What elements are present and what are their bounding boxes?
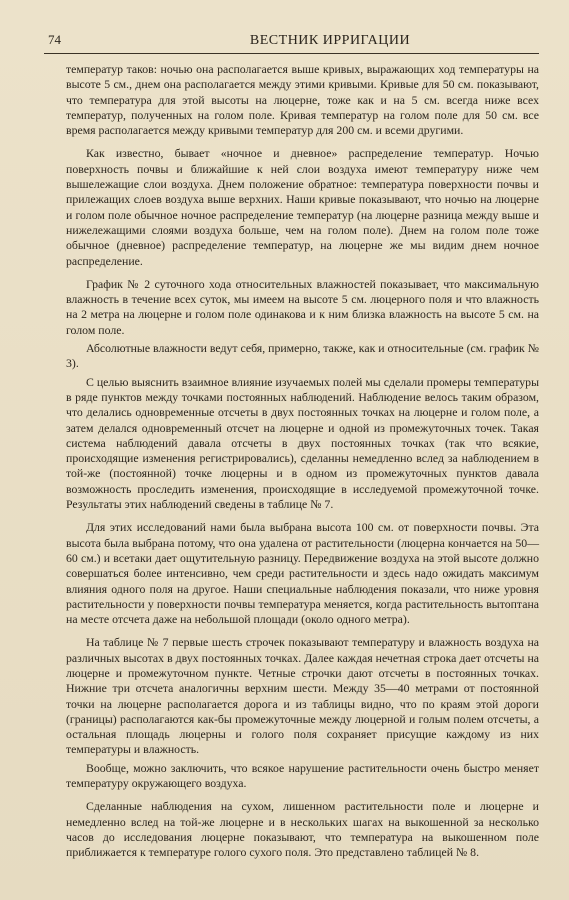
paragraph-3: График № 2 суточного хода относительных влажностей показывает, что максимальную влажность в течение всех суток, мы имеем на высоте 5 см. люцерного поля и что влажность на 2 метра на люцерне и голом поле одинакова и к ним близка влажность на высоте 5 см. на голом поле. <box>66 276 539 337</box>
paragraph-8: Вообще, можно заключить, что всякое нарушение растительности очень быстро меняет температуру окружающего воздуха. <box>66 760 539 791</box>
journal-title: ВЕСТНИК ИРРИГАЦИИ <box>249 33 411 48</box>
paragraph-2: Как известно, бывает «ночное и дневное» распределение температур. Ночью поверхность почвы и ближайшие к ней слои воздуха имеют температуру ниже чем вышележащие слои воздуха. Днем положение обратное: температура поверхности почвы и прилежащих слоев воздуха выше верхних. Наши кривые показывают, что ночью на люцерне и голом поле обычное ночное распределение температур (на люцерне разница между выше и нижележащими слоями воздуха больше, чем на голом поле). Днем на голом поле тоже обычное (дневное) распределение температур, на люцерне же мы видим днем ночное распределение. <box>66 146 539 268</box>
header-rule <box>44 53 539 54</box>
page-number: 74 <box>48 32 61 47</box>
article-body <box>66 62 539 861</box>
paragraph-6: Для этих исследований нами была выбрана высота 100 см. от поверхности почвы. Эта высота была выбрана потому, что она удалена от растительности (люцерна кончается на 50—60 см.) и всетаки дает ощутительную разницу. Передвижение воздуха на этой высоте должно совершаться более интенсивно, чем среди растительности и здесь надо ожидать максимум влияния одного поля на другое. Наши специальные наблюдения показали, что ниже уровня растительности у поверхности почвы температура меняется, когда растительность вытоптана на месте отсчета даже на небольшой площади (около одного метра). <box>66 520 539 627</box>
paragraph-5: С целью выяснить взаимное влияние изучаемых полей мы сделали промеры температуры в ряде пунктов между точками постоянных наблюдений. Наблюдение велось таким образом, что делались одновременные отсчеты в двух постоянных точках на люцерне и голом поле, а затем делался одновременный отсчет на люцерне и одной из промежуточных точек. Такая система наблюдений давала отсчеты в двух постоянных точках (так что всякие, происходящие изменения регистрировались), сделанны немедленно вслед за наблюдением в той-же (постоянной) точке люцерны и в одном из промежуточных пунктов давала возможность проследить изменения, происходящие в исследуемой промежуточной точке. Результаты этих наблюдений сведены в таблице № 7. <box>66 374 539 512</box>
page-header <box>48 32 539 52</box>
paragraph-4: Абсолютные влажности ведут себя, примерно, также, как и относительные (см. график № 3). <box>66 341 539 371</box>
paragraph-1: температур таков: ночью она располагается выше кривых, выражающих ход температуры на высоте 5 см., днем она располагается между этими кривыми. Кривые для 50 см. показывают, что температура для этой высоты на люцерне, тоже как и на 5 см. всегда ниже всех температур, полученных на голом поле. Кривая температур на голом поле для 50 см. все время располагается между кривыми температур для 200 см. и всеми другими. <box>66 62 539 138</box>
paragraph-7: На таблице № 7 первые шесть строчек показывают температуру и влажность воздуха на различных высотах в двух постоянных точках. Далее каждая нечетная строка дает отсчеты на люцерне и промежуточном пункте. Четные строчки дают отсчеты в постоянных точках. Нижние три отсчета аналогичны верхним шести. Между 35—40 метрами от постоянной точки на люцерне располагается дорога и из таблицы видно, что по краям этой дороги (границы) располагаются как-бы промежуточные между люцерной и голым полем отсчеты, а остальная площадь люцерны и голого поля сохраняет присущие каждому из них температуры и влажность. <box>66 635 539 757</box>
paragraph-9: Сделанные наблюдения на сухом, лишенном растительности поле и люцерне и немедленно вслед на той-же люцерне и в нескольких шагах на выкошенной за несколько часов до исследования люцерне показывают, что температура на выкошенном поле приближается к температуре голого сухого поля. Это представлено таблицей № 8. <box>66 799 539 860</box>
